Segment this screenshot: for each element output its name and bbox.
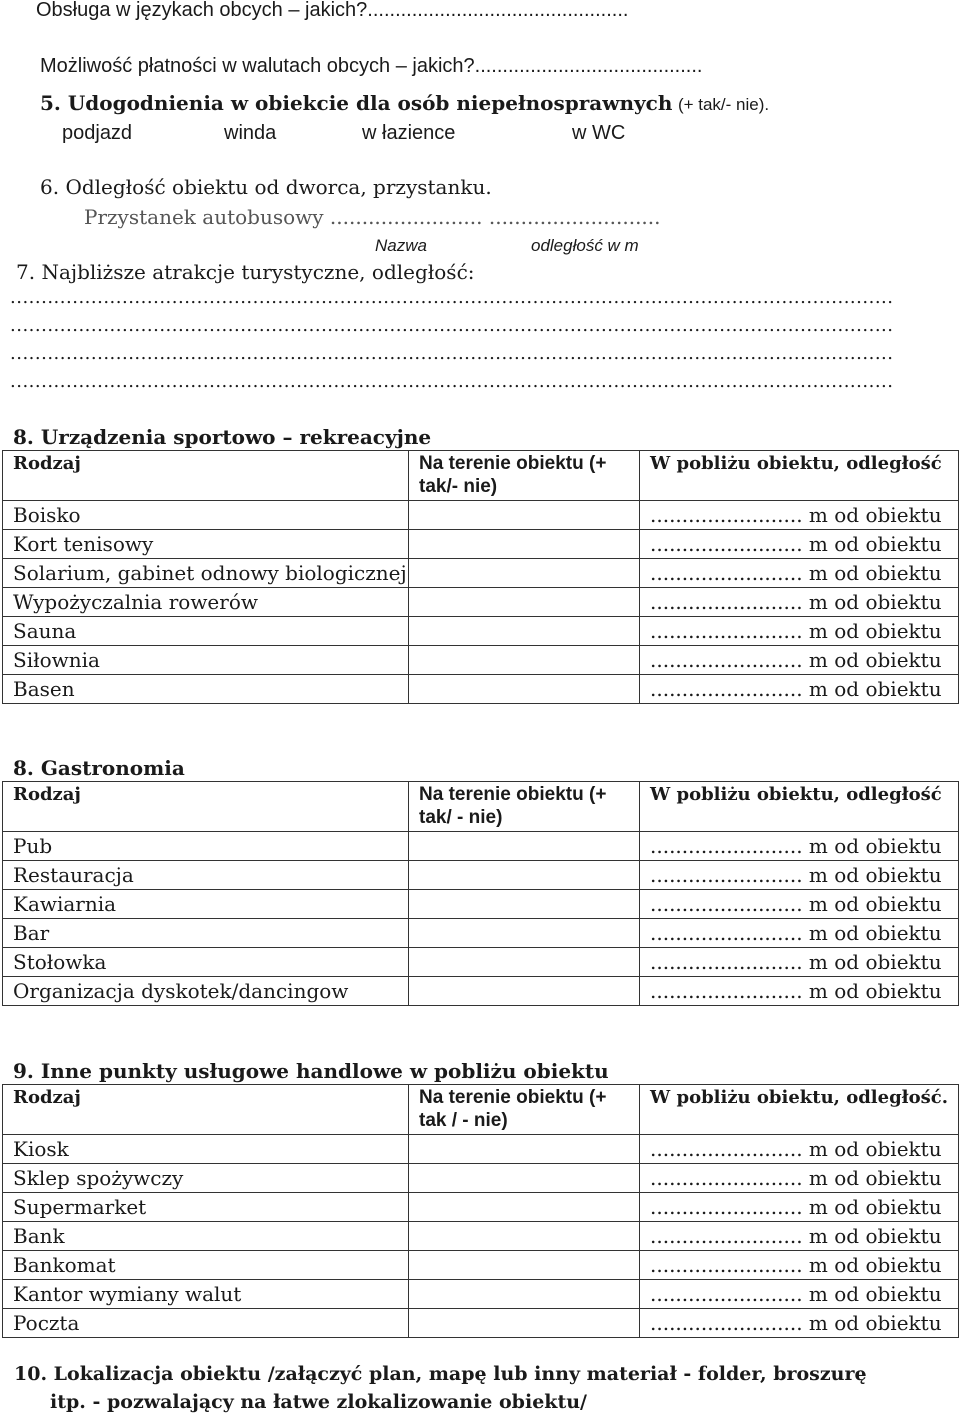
inne-row-dist: ........................ m od obiektu <box>640 1222 959 1251</box>
gastro-title: 8. Gastronomia <box>13 756 185 780</box>
gastro-row-dist: ........................ m od obiektu <box>640 977 959 1006</box>
gastro-row-dist: ........................ m od obiektu <box>640 919 959 948</box>
inne-row-field[interactable] <box>409 1164 640 1193</box>
sec5-opt-podjazd: podjazd <box>62 122 133 144</box>
gastro-row-dist: ........................ m od obiektu <box>640 948 959 977</box>
table-row <box>3 617 959 646</box>
gastro-row-name: Pub <box>3 832 409 861</box>
table-row <box>3 588 959 617</box>
sport-row-name: Kort tenisowy <box>3 530 409 559</box>
sport-row-dist: ........................ m od obiektu <box>640 530 959 559</box>
sport-row-field[interactable] <box>409 617 640 646</box>
sec6-nazwa: Nazwa <box>375 236 427 255</box>
table-row <box>3 1135 959 1164</box>
table-row <box>3 948 959 977</box>
gastro-row-name: Kawiarnia <box>3 890 409 919</box>
gastro-row-field[interactable] <box>409 977 640 1006</box>
inne-row-name: Poczta <box>3 1309 409 1338</box>
table-row <box>3 977 959 1006</box>
sec6-title: 6. Odległość obiektu od dworca, przystanku. <box>40 175 492 199</box>
inne-row-dist: ........................ m od obiektu <box>640 1251 959 1280</box>
table-row <box>3 1222 959 1251</box>
table-row <box>3 832 959 861</box>
table-row <box>3 646 959 675</box>
inne-row-dist: ........................ m od obiektu <box>640 1164 959 1193</box>
inne-h1: Rodzaj <box>3 1085 409 1135</box>
sport-row-name: Siłownia <box>3 646 409 675</box>
inne-row-dist: ........................ m od obiektu <box>640 1309 959 1338</box>
sport-h2: Na terenie obiektu (+ tak/- nie) <box>409 451 640 501</box>
platnosci-line: Możliwość płatności w walutach obcych – jakich?......................................... <box>40 55 703 77</box>
sport-row-dist: ........................ m od obiektu <box>640 646 959 675</box>
sec5-opt-wc: w WC <box>572 122 626 144</box>
inne-row-name: Kantor wymiany walut <box>3 1280 409 1309</box>
sport-row-dist: ........................ m od obiektu <box>640 617 959 646</box>
sec5-heading <box>40 91 769 117</box>
gastro-row-name: Bar <box>3 919 409 948</box>
sport-row-field[interactable] <box>409 501 640 530</box>
sport-row-name: Basen <box>3 675 409 704</box>
inne-row-name: Kiosk <box>3 1135 409 1164</box>
inne-row-field[interactable] <box>409 1135 640 1164</box>
sport-header-row <box>3 451 959 501</box>
gastro-row-name: Stołowka <box>3 948 409 977</box>
sec7-line-4: .............................................................................................................................................. <box>10 371 894 392</box>
inne-row-name: Bank <box>3 1222 409 1251</box>
inne-row-field[interactable] <box>409 1251 640 1280</box>
sec6-line: Przystanek autobusowy ........................ ........................... <box>84 205 661 229</box>
gastro-h3: W pobliżu obiektu, odległość <box>640 782 959 832</box>
sport-h3: W pobliżu obiektu, odległość <box>640 451 959 501</box>
table-row <box>3 1251 959 1280</box>
inne-title: 9. Inne punkty usługowe handlowe w pobliżu obiektu <box>13 1059 609 1083</box>
sport-row-field[interactable] <box>409 646 640 675</box>
table-row <box>3 675 959 704</box>
sport-row-name: Boisko <box>3 501 409 530</box>
gastro-row-dist: ........................ m od obiektu <box>640 890 959 919</box>
sec7-title: 7. Najbliższe atrakcje turystyczne, odległość: <box>16 260 475 284</box>
sport-row-dist: ........................ m od obiektu <box>640 675 959 704</box>
gastro-row-dist: ........................ m od obiektu <box>640 861 959 890</box>
gastro-h2: Na terenie obiektu (+ tak/ - nie) <box>409 782 640 832</box>
gastro-row-field[interactable] <box>409 832 640 861</box>
sec5-opt-lazienka: w łazience <box>362 122 456 144</box>
table-row <box>3 559 959 588</box>
sport-row-name: Solarium, gabinet odnowy biologicznej <box>3 559 409 588</box>
gastro-row-field[interactable] <box>409 861 640 890</box>
sport-row-dist: ........................ m od obiektu <box>640 588 959 617</box>
sport-title: 8. Urządzenia sportowo – rekreacyjne <box>13 425 432 449</box>
table-row <box>3 1309 959 1338</box>
table-row <box>3 530 959 559</box>
sport-row-field[interactable] <box>409 559 640 588</box>
table-row <box>3 861 959 890</box>
gastro-row-name: Restauracja <box>3 861 409 890</box>
table-row <box>3 1280 959 1309</box>
gastro-row-dist: ........................ m od obiektu <box>640 832 959 861</box>
inne-row-name: Bankomat <box>3 1251 409 1280</box>
sec7-line-1: .............................................................................................................................................. <box>10 287 894 308</box>
gastro-row-field[interactable] <box>409 919 640 948</box>
sport-row-name: Wypożyczalnia rowerów <box>3 588 409 617</box>
gastro-header-row <box>3 782 959 832</box>
inne-row-name: Sklep spożywczy <box>3 1164 409 1193</box>
inne-table <box>2 1084 959 1338</box>
gastro-row-field[interactable] <box>409 948 640 977</box>
sec7-line-2: .............................................................................................................................................. <box>10 315 894 336</box>
table-row <box>3 501 959 530</box>
sport-h1: Rodzaj <box>3 451 409 501</box>
sec5-opt-winda: winda <box>224 122 277 144</box>
sport-row-field[interactable] <box>409 675 640 704</box>
inne-row-field[interactable] <box>409 1309 640 1338</box>
inne-row-field[interactable] <box>409 1280 640 1309</box>
sec10-line2: itp. - pozwalający na łatwe zlokalizowanie obiektu/ <box>50 1391 587 1413</box>
gastro-table <box>2 781 959 1006</box>
table-row <box>3 919 959 948</box>
inne-h2: Na terenie obiektu (+ tak / - nie) <box>409 1085 640 1135</box>
sport-table <box>2 450 959 704</box>
sec5-hint: (+ tak/- nie). <box>677 95 770 114</box>
inne-row-name: Supermarket <box>3 1193 409 1222</box>
gastro-row-field[interactable] <box>409 890 640 919</box>
inne-row-dist: ........................ m od obiektu <box>640 1135 959 1164</box>
sec6-odleglosc: odległość w m <box>531 236 639 255</box>
gastro-row-name: Organizacja dyskotek/dancingow <box>3 977 409 1006</box>
sport-row-field[interactable] <box>409 530 640 559</box>
sec10-line1: 10. Lokalizacja obiektu /załączyć plan, mapę lub inny materiał - folder, broszurę <box>14 1363 867 1385</box>
sec5-title: 5. Udogodnienia w obiekcie dla osób niepełnosprawnych <box>40 91 673 115</box>
inne-row-field[interactable] <box>409 1222 640 1251</box>
inne-header-row <box>3 1085 959 1135</box>
table-row <box>3 1164 959 1193</box>
sport-row-dist: ........................ m od obiektu <box>640 501 959 530</box>
inne-row-field[interactable] <box>409 1193 640 1222</box>
obsluga-line: Obsługa w językach obcych – jakich?............................................... <box>36 0 629 21</box>
inne-h3: W pobliżu obiektu, odległość. <box>640 1085 959 1135</box>
sec7-line-3: .............................................................................................................................................. <box>10 343 894 364</box>
table-row <box>3 890 959 919</box>
table-row <box>3 1193 959 1222</box>
sport-row-name: Sauna <box>3 617 409 646</box>
sport-row-dist: ........................ m od obiektu <box>640 559 959 588</box>
gastro-h1: Rodzaj <box>3 782 409 832</box>
inne-row-dist: ........................ m od obiektu <box>640 1193 959 1222</box>
sport-row-field[interactable] <box>409 588 640 617</box>
inne-row-dist: ........................ m od obiektu <box>640 1280 959 1309</box>
